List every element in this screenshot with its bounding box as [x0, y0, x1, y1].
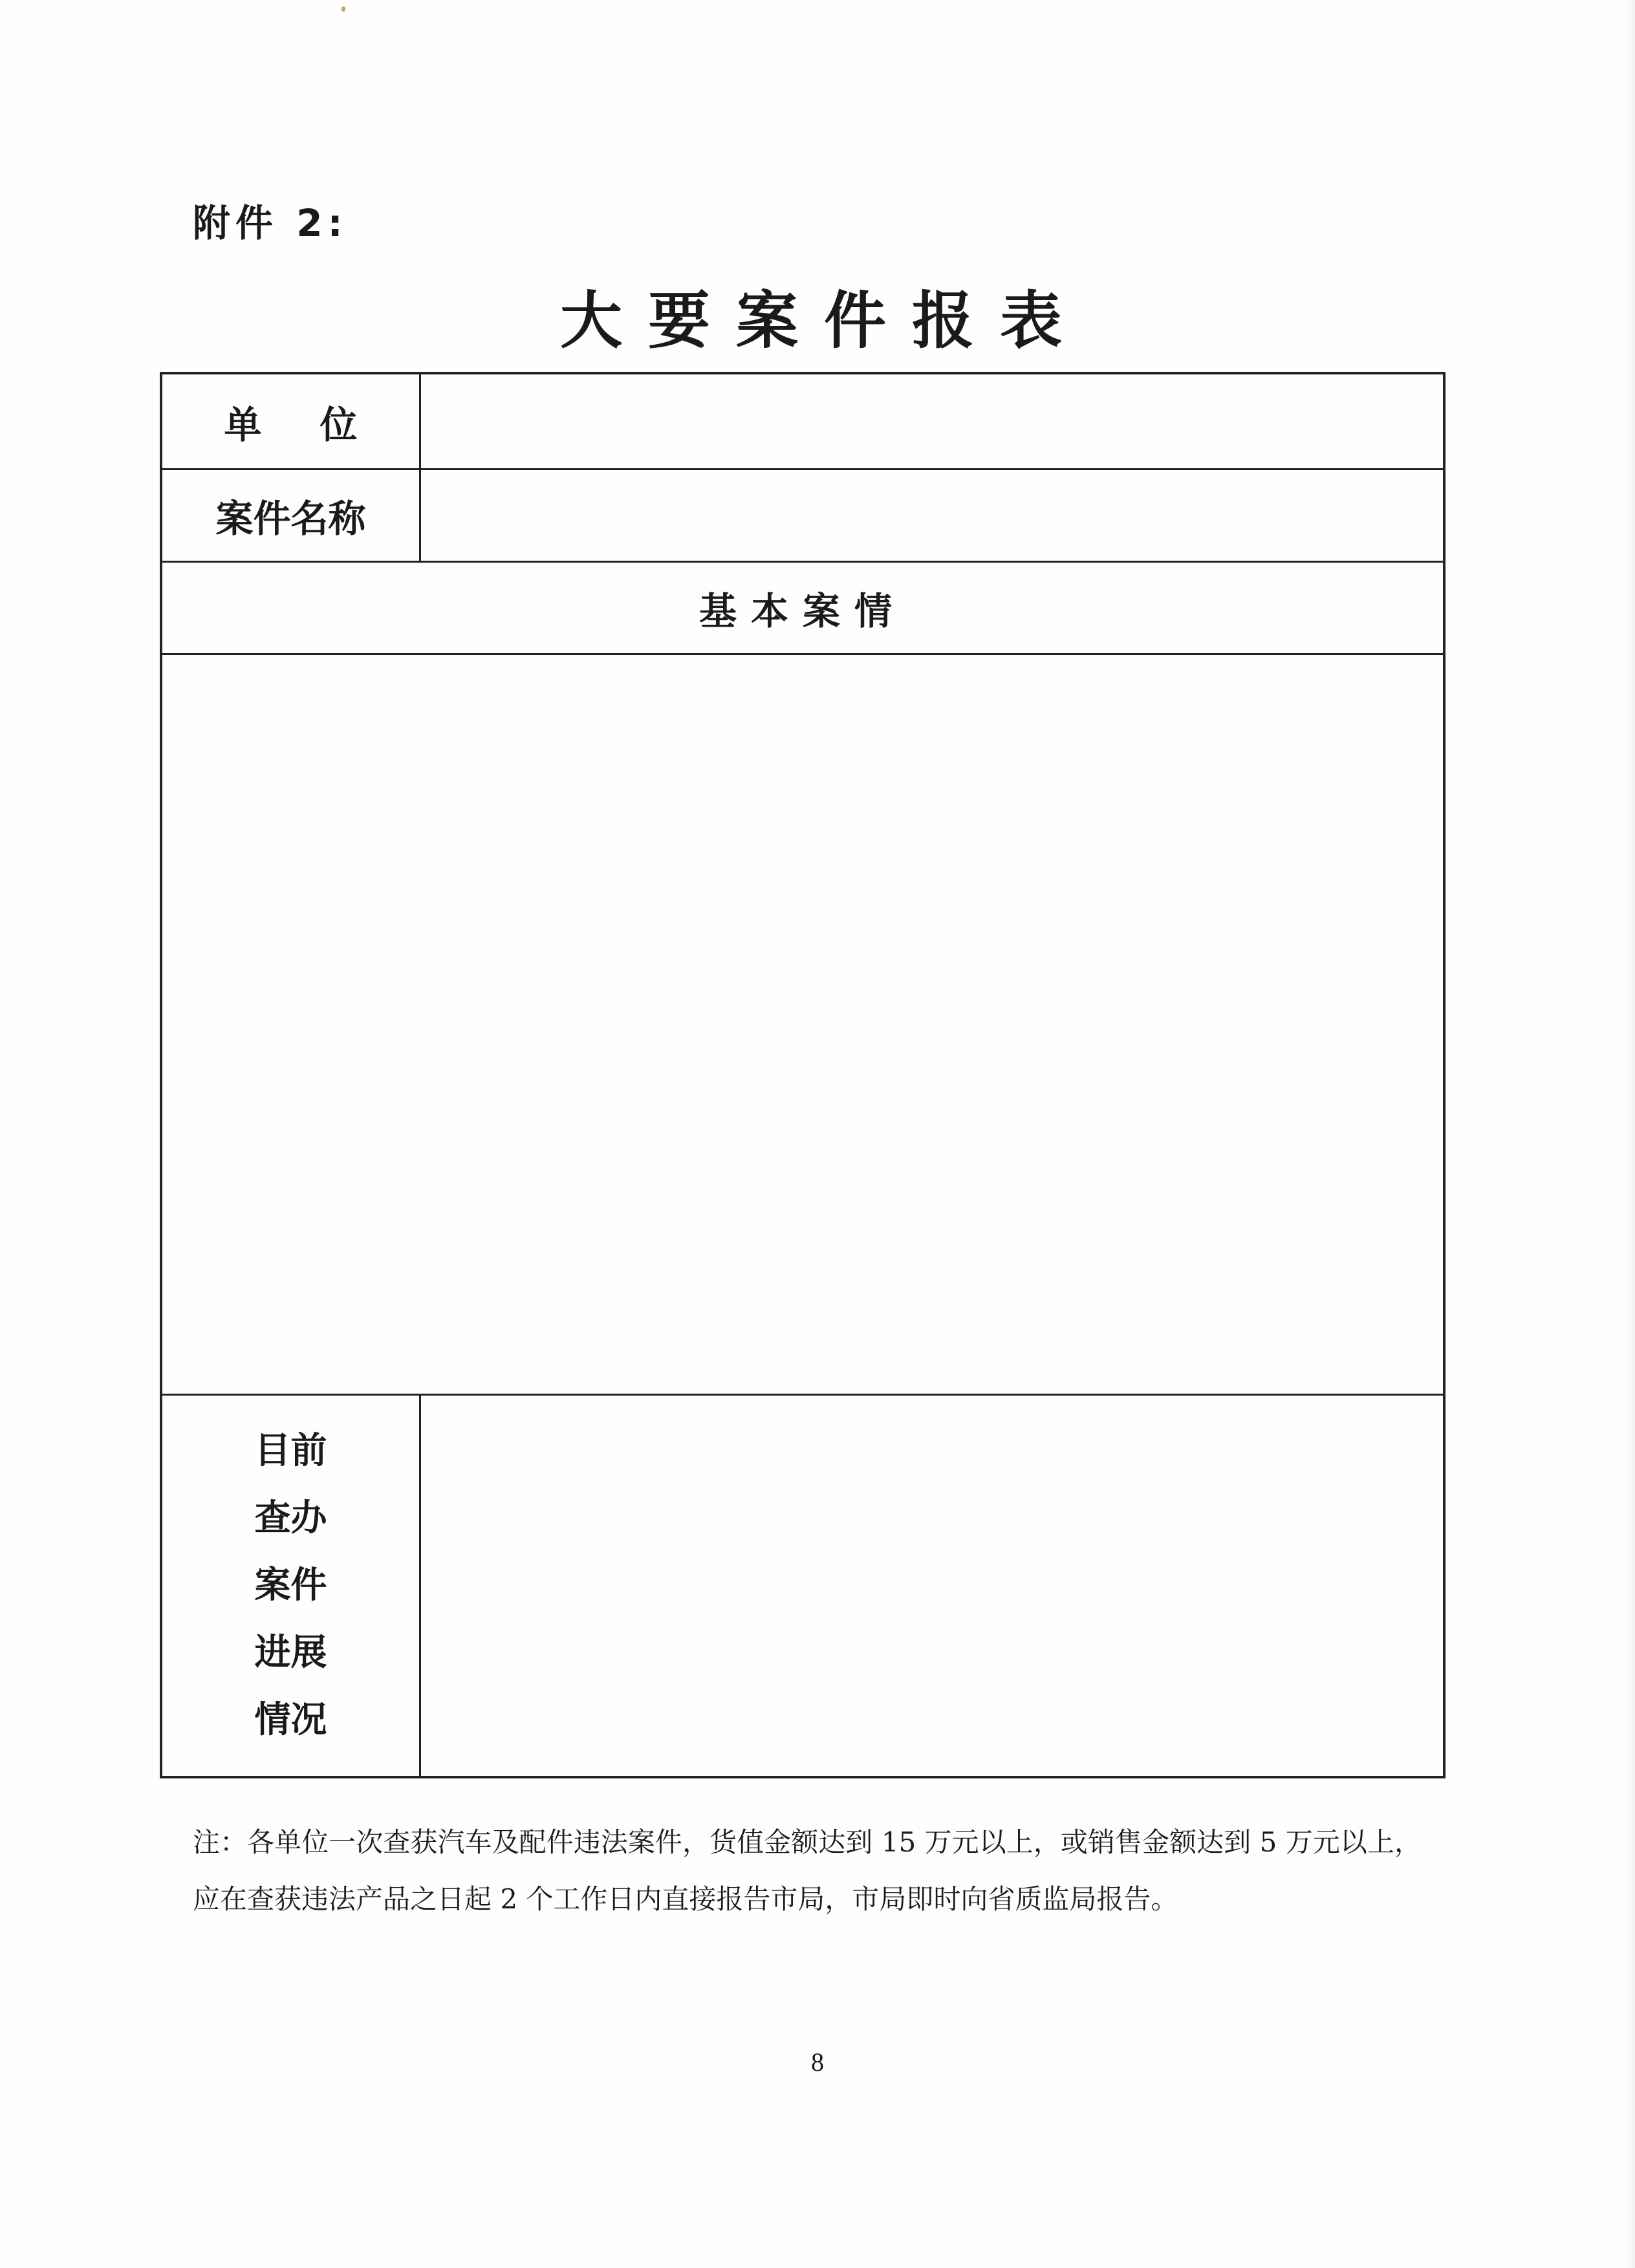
progress-row [162, 1396, 1443, 1776]
progress-label-line: 情况 [254, 1699, 327, 1741]
unit-field[interactable] [421, 374, 1443, 468]
attachment-label: 附件 2: [193, 201, 348, 245]
progress-label-line: 案件 [254, 1564, 327, 1606]
progress-label [162, 1396, 421, 1776]
case-name-field[interactable] [421, 470, 1443, 561]
document-title: 大要案件报表 [560, 284, 1088, 357]
progress-label-line: 查办 [254, 1497, 327, 1539]
footnote: 注：各单位一次查获汽车及配件违法案件，货值金额达到 15 万元以上，或销售金额达到 5 万元以上，应在查获违法产品之日起 2 个工作日内直接报告市局，市局即时向省质监局报告。 [193, 1826, 1422, 1915]
case-report-form [160, 372, 1446, 1778]
basic-case-content[interactable] [162, 655, 1443, 1396]
progress-label-line: 进展 [254, 1632, 327, 1674]
case-name-row [162, 470, 1443, 563]
case-name-label: 案件名称 [162, 470, 421, 561]
progress-field[interactable] [421, 1396, 1443, 1776]
unit-label: 单位 [162, 374, 421, 468]
page-number: 8 [811, 2047, 824, 2077]
basic-case-header: 基本案情 [162, 563, 1443, 655]
unit-row [162, 374, 1443, 470]
scan-speck [341, 6, 345, 12]
progress-label-line: 目前 [254, 1430, 327, 1472]
